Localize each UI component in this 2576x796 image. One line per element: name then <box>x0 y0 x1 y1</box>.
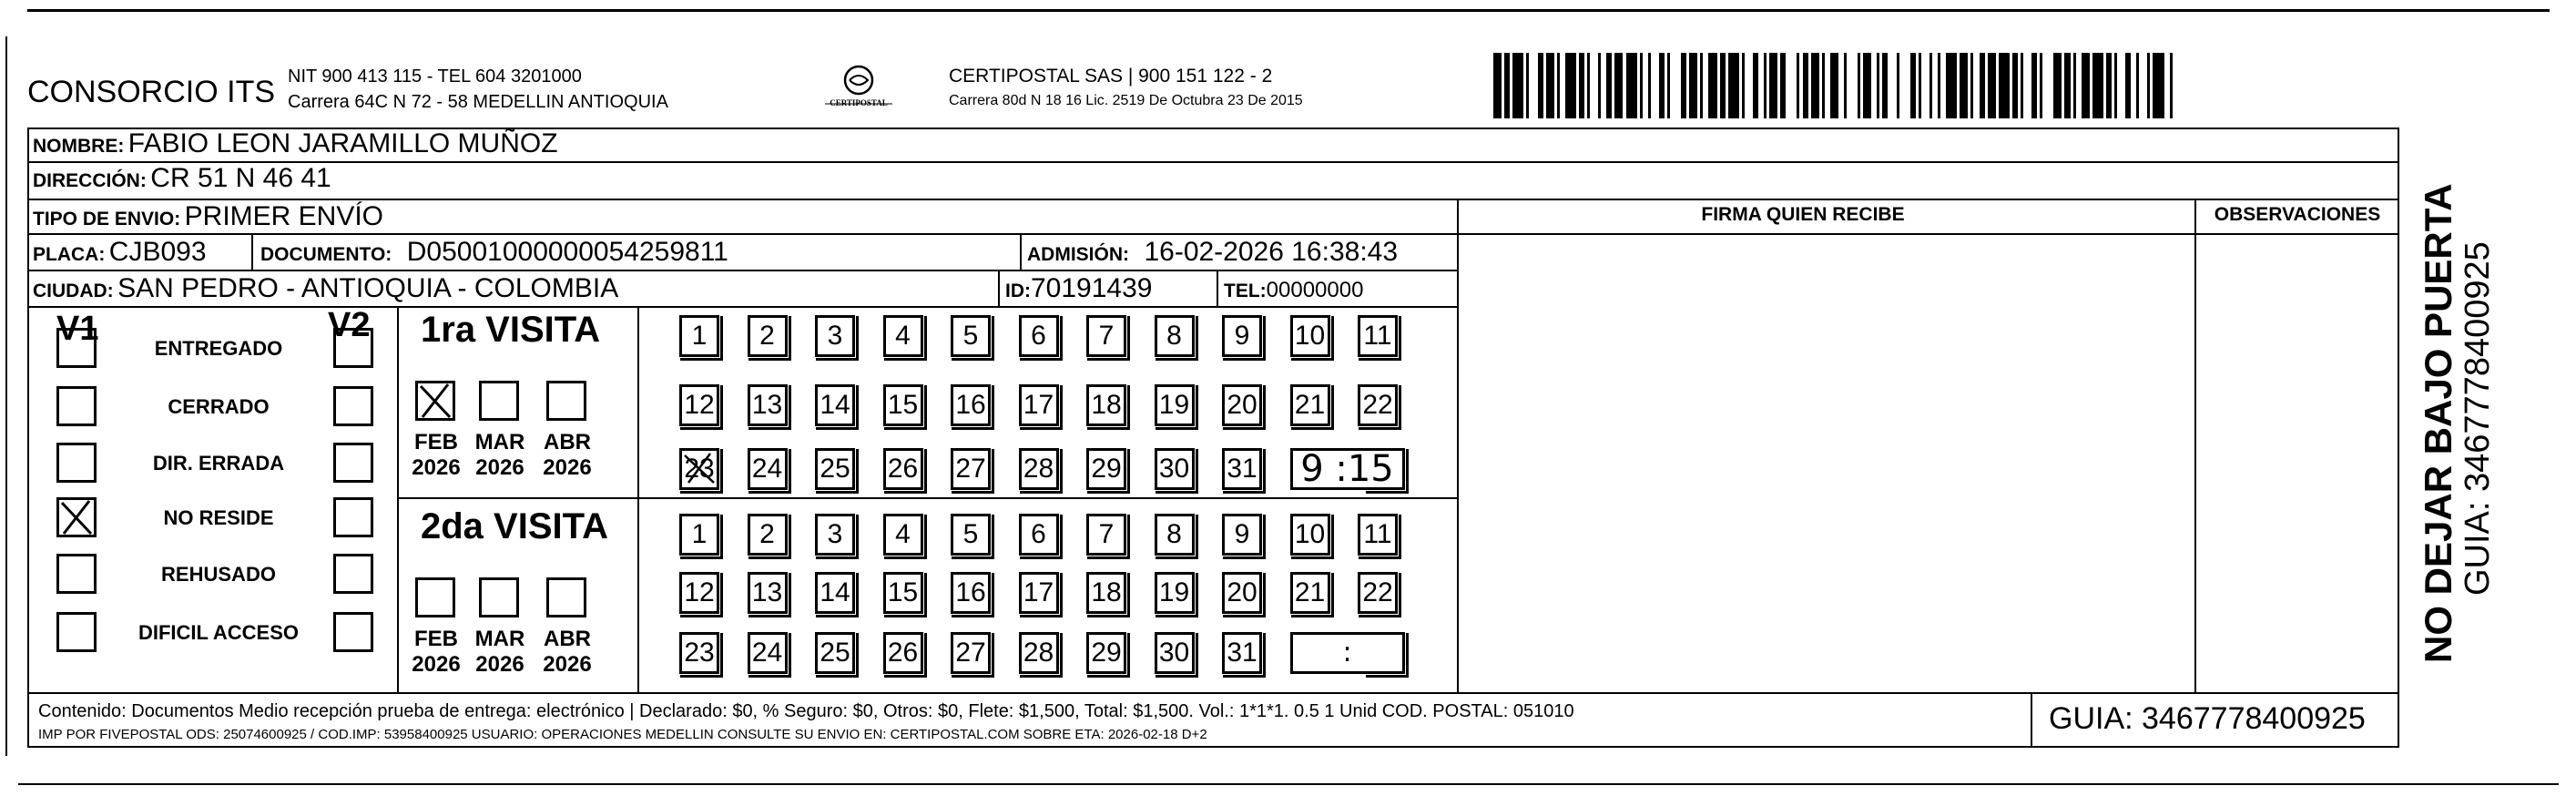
admission-label: ADMISIÓN: <box>1027 244 1129 265</box>
month-name: ABR <box>544 430 591 454</box>
address-row <box>33 162 331 195</box>
footer-print-info: IMP POR FIVEPOSTAL ODS: 25074600925 / COD.IMP: 53958400925 USUARIO: OPERACIONES MEDELLIN CONSULTE SU ENVIO EN: CERTIPOSTAL.COM SOBRE ETA: 2026-02-18 D+2 <box>38 727 1207 742</box>
logo-text: CERTIPOSTAL <box>830 98 888 107</box>
name-value: FABIO LEON JARAMILLO MUÑOZ <box>127 128 558 158</box>
document-value: D05001000000054259811 <box>406 237 728 267</box>
month-year: 2026 <box>475 652 524 677</box>
visit1-month-label <box>535 430 599 481</box>
admission-row <box>1027 235 1398 268</box>
visit1-day-31[interactable]: 31 <box>1222 448 1262 490</box>
status-reason-label: CERRADO <box>168 395 270 418</box>
visit2-month-label <box>404 627 468 678</box>
barcode-bar <box>1999 53 2010 118</box>
visit2-day-27[interactable]: 27 <box>951 632 991 674</box>
barcode-bar <box>2092 53 2103 118</box>
certipostal-logo <box>809 64 909 118</box>
barcode-bar <box>1863 53 1871 118</box>
barcode-bar <box>2082 53 2090 118</box>
row-line-1 <box>27 161 2399 163</box>
visit2-month-checkbox-feb[interactable] <box>415 577 455 617</box>
visit1-day-21[interactable]: 21 <box>1290 384 1330 426</box>
company-address: Carrera 64C N 72 - 58 MEDELLIN ANTIOQUIA <box>288 92 668 112</box>
barcode <box>1493 53 2178 118</box>
v2-checkbox-entregado[interactable] <box>333 328 373 368</box>
barcode-bar <box>2173 53 2178 118</box>
v1-checkbox-no-reside[interactable] <box>56 497 97 537</box>
address-value: CR 51 N 46 41 <box>150 163 331 193</box>
visit2-day-30[interactable]: 30 <box>1155 632 1195 674</box>
visit2-day-17[interactable]: 17 <box>1019 572 1059 614</box>
visit1-day-18[interactable]: 18 <box>1086 384 1126 426</box>
visit1-day-19[interactable]: 19 <box>1155 384 1195 426</box>
visit2-day-4[interactable]: 4 <box>883 514 923 556</box>
barcode-bar <box>1769 53 1777 118</box>
barcode-bar <box>1811 53 1819 118</box>
side-warning: NO DEJAR BAJO PUERTA <box>2417 183 2459 663</box>
month-name: ABR <box>544 627 591 651</box>
month-name: MAR <box>474 430 525 454</box>
barcode-bar <box>1529 53 1537 118</box>
plate-row <box>33 235 207 268</box>
visit2-day-13[interactable]: 13 <box>748 572 788 614</box>
name-row <box>33 128 558 160</box>
v2-checkbox-dificil-acceso[interactable] <box>333 612 373 652</box>
visit2-day-28[interactable]: 28 <box>1019 632 1059 674</box>
status-reason-label: DIR. ERRADA <box>152 452 285 475</box>
barcode-bar <box>1651 53 1659 118</box>
plate-value: CJB093 <box>108 237 207 267</box>
visit2-day-19[interactable]: 19 <box>1155 572 1195 614</box>
visit1-day-29[interactable]: 29 <box>1086 448 1126 490</box>
barcode-bar <box>1946 53 1957 118</box>
visit2-day-10[interactable]: 10 <box>1290 514 1330 556</box>
name-label: NOMBRE: <box>33 136 125 157</box>
document-divider <box>1020 233 1022 270</box>
visit2-day-3[interactable]: 3 <box>815 514 855 556</box>
city-label: CIUDAD: <box>33 281 114 301</box>
status-reason-label: ENTREGADO <box>154 337 283 360</box>
visit1-day-5[interactable]: 5 <box>951 315 991 357</box>
carrier-address: Carrera 80d N 18 16 Lic. 2519 De Octubra 23 De 2015 <box>949 93 1303 108</box>
v1-checkbox-rehusado[interactable] <box>56 554 97 594</box>
visit1-day-23[interactable]: 23 <box>679 448 719 490</box>
v2-checkbox-no-reside[interactable] <box>333 497 373 537</box>
status-reason-label: REHUSADO <box>161 563 276 586</box>
visit1-day-9[interactable]: 9 <box>1222 315 1262 357</box>
barcode-bar <box>1708 53 1716 118</box>
visit2-day-6[interactable]: 6 <box>1019 514 1059 556</box>
visit1-day-16[interactable]: 16 <box>951 384 991 426</box>
status-reason-label: NO RESIDE <box>163 506 274 529</box>
barcode-bar <box>1689 53 1697 118</box>
v2-label: V2 <box>328 306 371 344</box>
month-year: 2026 <box>412 455 461 480</box>
month-name: FEB <box>414 430 458 454</box>
barcode-bar <box>1899 53 1910 118</box>
city-row <box>33 271 618 304</box>
visit1-day-2[interactable]: 2 <box>748 315 788 357</box>
visit1-day-28[interactable]: 28 <box>1019 448 1059 490</box>
visit2-day-5[interactable]: 5 <box>951 514 991 556</box>
send-type-value: PRIMER ENVÍO <box>184 201 384 231</box>
visit1-day-22[interactable]: 22 <box>1358 384 1398 426</box>
month-year: 2026 <box>475 455 524 480</box>
visit2-time-field[interactable]: : <box>1290 632 1405 674</box>
v1-label: V1 <box>56 310 99 348</box>
visit1-time-field[interactable]: 9 :15 <box>1290 448 1405 490</box>
barcode-bar <box>1512 53 1523 118</box>
visit1-day-13[interactable]: 13 <box>748 384 788 426</box>
barcode-bar <box>1988 53 1996 118</box>
v1-checkbox-dir-errada[interactable] <box>56 443 97 483</box>
barcode-bar <box>1786 53 1797 118</box>
plate-divider <box>251 233 253 270</box>
visit1-month-label <box>468 430 532 481</box>
barcode-bar <box>1614 53 1623 118</box>
row-line-5 <box>27 306 1459 308</box>
footer-guia: GUIA: 3467778400925 <box>2049 701 2366 736</box>
status-divider <box>397 306 399 692</box>
barcode-bar <box>2117 53 2125 118</box>
visit1-title: 1ra VISITA <box>421 310 601 350</box>
barcode-bar <box>2139 53 2147 118</box>
barcode-bar <box>1565 53 1576 118</box>
v2-checkbox-cerrado[interactable] <box>333 386 373 426</box>
visit2-title: 2da VISITA <box>421 506 608 546</box>
signature-left <box>1457 199 1459 692</box>
visit1-day-14[interactable]: 14 <box>815 384 855 426</box>
v2-checkbox-rehusado[interactable] <box>333 554 373 594</box>
barcode-bar <box>2053 53 2062 118</box>
visit2-day-15[interactable]: 15 <box>883 572 923 614</box>
visit1-day-1[interactable]: 1 <box>679 315 719 357</box>
observations-label: OBSERVACIONES <box>2214 204 2381 225</box>
visit2-day-18[interactable]: 18 <box>1086 572 1126 614</box>
barcode-bar <box>1888 53 1896 118</box>
visit1-day-4[interactable]: 4 <box>883 315 923 357</box>
visit2-day-8[interactable]: 8 <box>1155 514 1195 556</box>
visit1-day-26[interactable]: 26 <box>883 448 923 490</box>
barcode-bar <box>1546 53 1554 118</box>
bottom-border <box>18 783 2559 785</box>
row-line-3b <box>1457 233 2398 235</box>
visit-separator <box>397 497 1459 499</box>
footer-divider <box>2031 692 2032 747</box>
visit2-day-16[interactable]: 16 <box>951 572 991 614</box>
plate-label: PLACA: <box>33 244 106 265</box>
barcode-bar <box>1728 53 1739 118</box>
visit1-day-6[interactable]: 6 <box>1019 315 1059 357</box>
visit2-day-24[interactable]: 24 <box>748 632 788 674</box>
side-guia: GUIA: 3467778400925 <box>2459 241 2497 596</box>
send-type-row <box>33 200 383 233</box>
barcode-bar <box>1626 53 1637 118</box>
city-value: SAN PEDRO - ANTIOQUIA - COLOMBIA <box>117 273 619 303</box>
left-border <box>5 36 7 756</box>
barcode-bar <box>1493 53 1502 118</box>
visit1-day-3[interactable]: 3 <box>815 315 855 357</box>
visit2-day-20[interactable]: 20 <box>1222 572 1262 614</box>
visit1-day-20[interactable]: 20 <box>1222 384 1262 426</box>
table-bottom <box>27 746 2399 748</box>
visit1-day-17[interactable]: 17 <box>1019 384 1059 426</box>
barcode-bar <box>1670 53 1681 118</box>
tel-row <box>1224 273 1363 306</box>
visit-divider <box>637 306 639 692</box>
footer-content: Contenido: Documentos Medio recepción prueba de entrega: electrónico | Declarado: $0, % Seguro: $0, Otros: $0, Flete: $1,500, Total: $1,500. Vol.: 1*1*1. 0.5 1 Unid COD. POSTAL: 051010 <box>38 701 1574 721</box>
barcode-bar <box>2023 53 2031 118</box>
visit2-day-23[interactable]: 23 <box>679 632 719 674</box>
visit2-day-26[interactable]: 26 <box>883 632 923 674</box>
carrier-name: CERTIPOSTAL SAS | 900 151 122 - 2 <box>949 66 1273 87</box>
document-label: DOCUMENTO: <box>260 244 392 265</box>
city-divider <box>998 270 1000 306</box>
month-year: 2026 <box>543 455 592 480</box>
top-border <box>27 9 2550 12</box>
address-label: DIRECCIÓN: <box>33 170 147 191</box>
company-nit: NIT 900 413 115 - TEL 604 3201000 <box>288 66 582 87</box>
barcode-bar <box>1847 53 1858 118</box>
visit1-day-12[interactable]: 12 <box>679 384 719 426</box>
visit1-day-30[interactable]: 30 <box>1155 448 1195 490</box>
month-year: 2026 <box>543 652 592 677</box>
barcode-bar <box>1590 53 1598 118</box>
table-left <box>27 128 29 747</box>
visit1-day-7[interactable]: 7 <box>1086 315 1126 357</box>
visit1-month-checkbox-abr[interactable] <box>546 381 586 421</box>
barcode-bar <box>1960 53 1968 118</box>
month-name: FEB <box>414 627 458 651</box>
visit1-day-27[interactable]: 27 <box>951 448 991 490</box>
barcode-bar <box>1921 53 1929 118</box>
visit1-day-10[interactable]: 10 <box>1290 315 1330 357</box>
visit2-day-12[interactable]: 12 <box>679 572 719 614</box>
visit2-day-29[interactable]: 29 <box>1086 632 1126 674</box>
visit2-day-9[interactable]: 9 <box>1222 514 1262 556</box>
barcode-bar <box>2042 53 2053 118</box>
visit1-day-11[interactable]: 11 <box>1358 315 1398 357</box>
document-row <box>260 235 728 268</box>
visit2-day-1[interactable]: 1 <box>679 514 719 556</box>
v1-checkbox-entregado[interactable] <box>56 328 97 368</box>
visit2-month-label <box>468 627 532 678</box>
id-label: ID: <box>1005 281 1031 301</box>
visit1-day-25[interactable]: 25 <box>815 448 855 490</box>
tel-label: TEL: <box>1224 281 1267 301</box>
status-reason-label: DIFICIL ACCESO <box>137 621 299 644</box>
visit2-day-25[interactable]: 25 <box>815 632 855 674</box>
visit2-day-2[interactable]: 2 <box>748 514 788 556</box>
id-divider <box>1217 270 1218 306</box>
visit1-day-15[interactable]: 15 <box>883 384 923 426</box>
v1-checkbox-dificil-acceso[interactable] <box>56 612 97 652</box>
tel-value: 00000000 <box>1266 278 1364 302</box>
visit2-day-11[interactable]: 11 <box>1358 514 1398 556</box>
visit2-day-7[interactable]: 7 <box>1086 514 1126 556</box>
visit2-day-22[interactable]: 22 <box>1358 572 1398 614</box>
admission-value: 16-02-2026 16:38:43 <box>1144 237 1399 267</box>
id-value: 70191439 <box>1031 273 1153 303</box>
visit1-month-label <box>404 430 468 481</box>
visit2-month-checkbox-mar[interactable] <box>479 577 519 617</box>
v2-checkbox-dir-errada[interactable] <box>333 443 373 483</box>
observations-left <box>2194 199 2196 692</box>
id-row <box>1005 271 1152 304</box>
barcode-bar <box>1745 53 1753 118</box>
barcode-bar <box>1830 53 1838 118</box>
visit2-day-31[interactable]: 31 <box>1222 632 1262 674</box>
visit2-day-21[interactable]: 21 <box>1290 572 1330 614</box>
visit1-day-8[interactable]: 8 <box>1155 315 1195 357</box>
barcode-bar <box>2153 53 2164 118</box>
visit1-month-checkbox-feb[interactable] <box>415 381 455 421</box>
signature-label: FIRMA QUIEN RECIBE <box>1701 204 1905 225</box>
row-line-footer <box>27 692 2399 694</box>
month-year: 2026 <box>412 652 461 677</box>
month-name: MAR <box>474 627 525 651</box>
visit2-day-14[interactable]: 14 <box>815 572 855 614</box>
visit1-month-checkbox-mar[interactable] <box>479 381 519 421</box>
visit2-month-label <box>535 627 599 678</box>
send-type-label: TIPO DE ENVIO: <box>33 209 181 230</box>
v1-checkbox-cerrado[interactable] <box>56 386 97 426</box>
visit1-day-24[interactable]: 24 <box>748 448 788 490</box>
company-name: CONSORCIO ITS <box>27 75 276 109</box>
visit2-month-checkbox-abr[interactable] <box>546 577 586 617</box>
